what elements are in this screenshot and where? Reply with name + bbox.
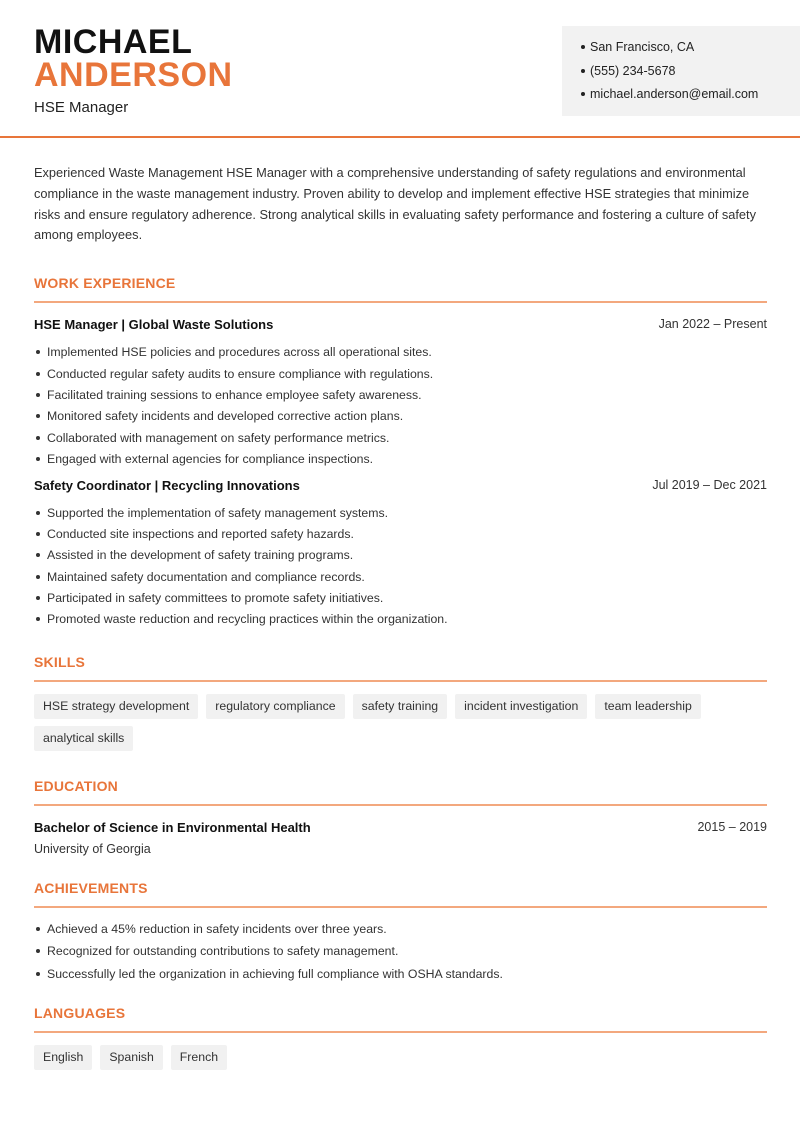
list-item: Participated in safety committees to promote safety initiatives.	[34, 589, 767, 610]
education-section	[34, 778, 767, 856]
last-name: ANDERSON	[34, 56, 233, 94]
section-title: EDUCATION	[34, 778, 767, 806]
language-tag: French	[171, 1045, 227, 1070]
job-dates: Jan 2022 – Present	[658, 317, 767, 332]
resume-header	[0, 0, 800, 138]
job-title: HSE Manager	[34, 99, 129, 116]
languages-section	[34, 1005, 767, 1077]
skill-tag: analytical skills	[34, 726, 133, 751]
job-role: HSE Manager | Global Waste Solutions	[34, 317, 274, 333]
skill-tag: safety training	[353, 694, 448, 719]
list-item: Assisted in the development of safety training programs.	[34, 546, 767, 567]
work-experience-section	[34, 275, 767, 632]
job-role: Safety Coordinator | Recycling Innovations	[34, 477, 300, 493]
section-title: WORK EXPERIENCE	[34, 275, 767, 303]
section-title: SKILLS	[34, 654, 767, 682]
list-item: Conducted site inspections and reported safety hazards.	[34, 525, 767, 546]
education-dates: 2015 – 2019	[697, 819, 767, 834]
skill-tag: incident investigation	[455, 694, 587, 719]
list-item: Maintained safety documentation and compliance records.	[34, 568, 767, 589]
section-title: ACHIEVEMENTS	[34, 880, 767, 908]
language-tag: English	[34, 1045, 92, 1070]
skills-list	[34, 694, 767, 758]
degree-title: Bachelor of Science in Environmental Health	[34, 819, 311, 835]
list-item: Engaged with external agencies for compliance inspections.	[34, 450, 767, 471]
list-item: Supported the implementation of safety management systems.	[34, 504, 767, 525]
list-item: Implemented HSE policies and procedures across all operational sites.	[34, 343, 767, 364]
contact-phone: (555) 234-5678	[590, 62, 800, 86]
contact-email: michael.anderson@email.com	[590, 85, 800, 109]
contact-location: San Francisco, CA	[590, 38, 800, 62]
language-tag: Spanish	[100, 1045, 162, 1070]
job-dates: Jul 2019 – Dec 2021	[652, 477, 767, 492]
first-name: MICHAEL	[34, 23, 193, 61]
job-entry	[34, 317, 767, 471]
section-title: LANGUAGES	[34, 1005, 767, 1033]
list-item: Monitored safety incidents and developed corrective action plans.	[34, 407, 767, 428]
list-item: Achieved a 45% reduction in safety incidents over three years.	[34, 920, 767, 943]
list-item: Successfully led the organization in achieving full compliance with OSHA standards.	[34, 965, 767, 988]
resume-body	[34, 163, 767, 1077]
skills-section	[34, 654, 767, 758]
list-item: Collaborated with management on safety performance metrics.	[34, 429, 767, 450]
list-item: Recognized for outstanding contributions to safety management.	[34, 942, 767, 965]
list-item: Facilitated training sessions to enhance employee safety awareness.	[34, 386, 767, 407]
summary-paragraph: Experienced Waste Management HSE Manager with a comprehensive understanding of safety regulations and environmental compliance in the waste management industry. Proven ability to develop and implement effective HSE strategies that minimize risks and ensure regulatory adherence. Strong analytical skills in evaluating safety performance and fostering a culture of safety among employees.	[34, 165, 756, 243]
skill-tag: regulatory compliance	[206, 694, 344, 719]
languages-list	[34, 1045, 767, 1077]
contact-box	[562, 26, 800, 116]
school-name: University of Georgia	[34, 841, 151, 856]
skill-tag: HSE strategy development	[34, 694, 198, 719]
skill-tag: team leadership	[595, 694, 701, 719]
achievements-section	[34, 880, 767, 988]
list-item: Promoted waste reduction and recycling practices within the organization.	[34, 610, 767, 631]
job-entry	[34, 478, 767, 632]
list-item: Conducted regular safety audits to ensure compliance with regulations.	[34, 365, 767, 386]
